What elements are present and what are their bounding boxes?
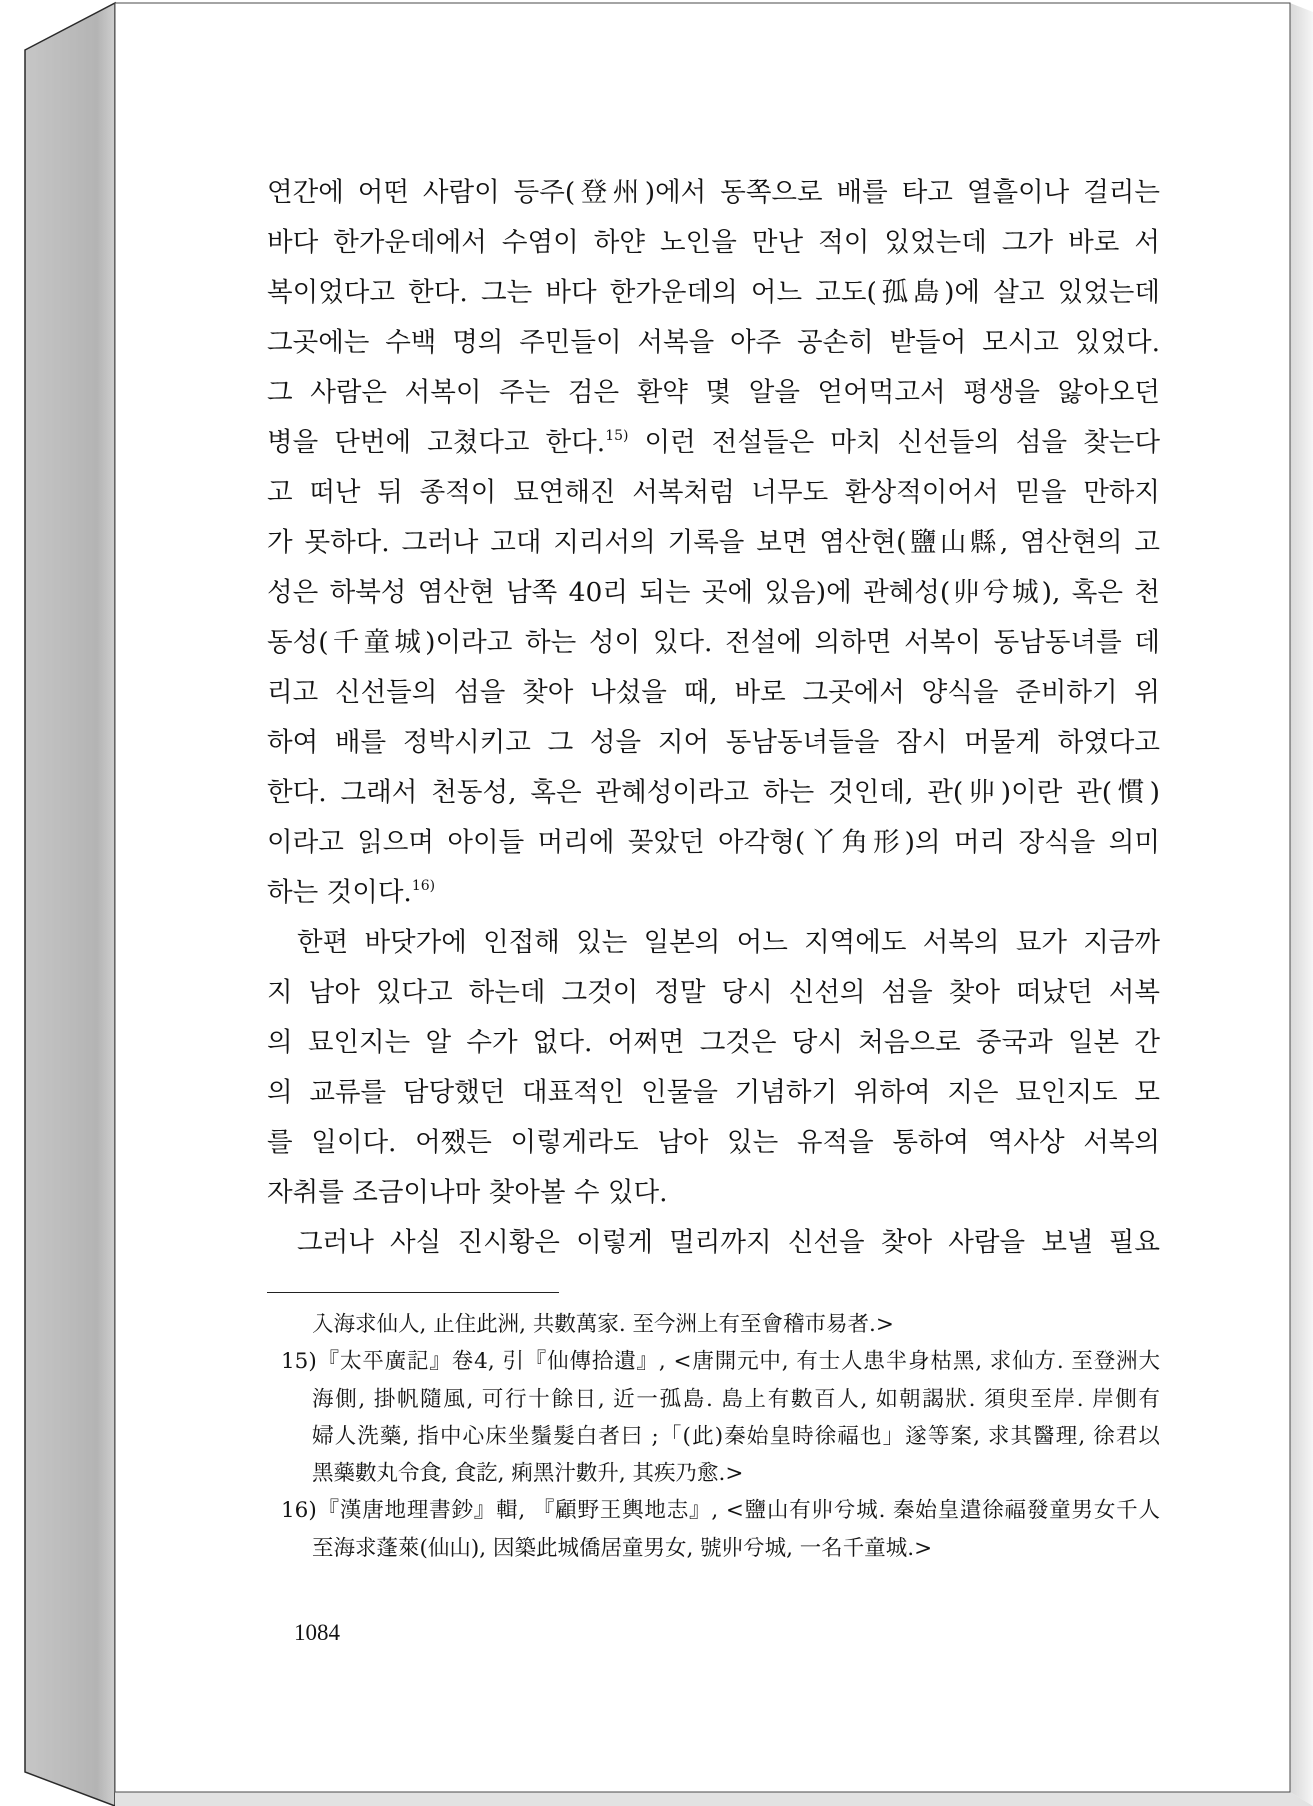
footnote-line: 海側, 掛帆隨風, 可行十餘日, 近一孤島. 島上有數百人, 如朝謁狀. 須臾至岸. 岸側有 xyxy=(312,1386,1160,1412)
footnote-continued xyxy=(281,1306,1160,1343)
footnote-line xyxy=(281,1343,1160,1380)
page-bottom-edge xyxy=(115,1792,1313,1806)
body-line: 자취를 조금이나마 찾아볼 수 있다. xyxy=(267,1177,668,1208)
body-line: 가 못하다. 그러나 고대 지리서의 기록을 보면 염산현(鹽山縣, 염산현의 고 xyxy=(267,527,1160,558)
body-text xyxy=(267,168,1160,1268)
body-line: 고 떠난 뒤 종적이 묘연해진 서복처럼 너무도 환상적이어서 믿을 만하지 xyxy=(267,477,1160,508)
footnote-marker: 15) xyxy=(281,1349,317,1375)
footnote-separator xyxy=(267,1292,559,1293)
page-number: 1084 xyxy=(294,1620,340,1645)
footnote-15 xyxy=(281,1343,1160,1492)
footnote-ref-16: 16) xyxy=(411,878,436,894)
book-spine xyxy=(25,3,115,1806)
footnote-line xyxy=(281,1492,1160,1529)
line-text: 병을 단번에 고쳤다고 한다. xyxy=(267,427,606,458)
line-text: 이런 전설들은 마치 신선들의 섬을 찾는다 xyxy=(628,427,1160,458)
paragraph xyxy=(267,168,1160,918)
footnote-line: 入海求仙人, 止住此洲, 共數萬家. 至今洲上有至會稽市易者.> xyxy=(312,1312,894,1337)
line-text: 하는 것이다. xyxy=(267,877,412,908)
body-line: 하여 배를 정박시키고 그 성을 지어 동남동녀들을 잠시 머물게 하였다고 xyxy=(267,727,1160,758)
body-line: 이라고 읽으며 아이들 머리에 꽂았던 아각형(丫角形)의 머리 장식을 의미 xyxy=(267,827,1160,858)
body-line: 그 사람은 서복이 주는 검은 환약 몇 알을 얻어먹고서 평생을 앓아오던 xyxy=(267,377,1160,408)
footnote-line: 至海求蓬萊(仙山), 因築此城僑居童男女, 號丱兮城, 一名千童城.> xyxy=(312,1535,933,1561)
body-line: 복이었다고 한다. 그는 바다 한가운데의 어느 고도(孤島)에 살고 있었는데 xyxy=(267,277,1160,308)
body-line: 성은 하북성 염산현 남쪽 40리 되는 곳에 있음)에 관혜성(丱兮城), 혹은 천 xyxy=(267,577,1160,608)
footnote-text: 『太平廣記』卷4, 引『仙傳拾遺』, <唐開元中, 有士人患半身枯黑, 求仙方. 至登洲大 xyxy=(316,1349,1160,1375)
body-line: 의 교류를 담당했던 대표적인 인물을 기념하기 위하여 지은 묘인지도 모 xyxy=(267,1077,1160,1108)
body-line: 지 남아 있다고 하는데 그것이 정말 당시 신선의 섬을 찾아 떠났던 서복 xyxy=(267,977,1160,1008)
footnote-text: 『漢唐地理書鈔』輯, 『顧野王輿地志』, <鹽山有丱兮城. 秦始皇遣徐福發童男女千人 xyxy=(316,1498,1160,1524)
footnote-marker: 16) xyxy=(281,1498,317,1524)
body-line: 리고 신선들의 섬을 찾아 나섰을 때, 바로 그곳에서 양식을 준비하기 위 xyxy=(267,677,1160,708)
footnote-line: 婦人洗藥, 指中心床坐鬚髮白者曰 ;「(此)秦始皇時徐福也」遂等案, 求其醫理, 徐君以 xyxy=(312,1423,1160,1449)
body-line: 한편 바닷가에 인접해 있는 일본의 어느 지역에도 서복의 묘가 지금까 xyxy=(297,927,1160,958)
footnotes xyxy=(281,1306,1160,1567)
body-line: 동성(千童城)이라고 하는 성이 있다. 전설에 의하면 서복이 동남동녀를 데 xyxy=(267,627,1160,658)
footnote-line: 黑藥數丸令食, 食訖, 痢黑汁數升, 其疾乃愈.> xyxy=(312,1461,744,1487)
body-line: 바다 한가운데에서 수염이 하얀 노인을 만난 적이 있었는데 그가 바로 서 xyxy=(267,227,1160,258)
body-line: 그러나 사실 진시황은 이렇게 멀리까지 신선을 찾아 사람을 보낼 필요 xyxy=(297,1227,1160,1258)
body-line: 의 묘인지는 알 수가 없다. 어쩌면 그것은 당시 처음으로 중국과 일본 간 xyxy=(267,1027,1160,1058)
paragraph xyxy=(267,918,1160,1218)
footnote-16 xyxy=(281,1492,1160,1567)
page-right-edge xyxy=(1290,3,1313,1806)
footnote-ref-15: 15) xyxy=(605,428,629,444)
body-line: 한다. 그래서 천동성, 혹은 관혜성이라고 하는 것인데, 관(丱)이란 관(慣) xyxy=(267,777,1160,808)
paragraph xyxy=(267,1218,1160,1268)
body-line: 그곳에는 수백 명의 주민들이 서복을 아주 공손히 받들어 모시고 있었다. xyxy=(267,327,1160,358)
body-line xyxy=(267,868,1160,918)
body-line: 를 일이다. 어쨌든 이렇게라도 남아 있는 유적을 통하여 역사상 서복의 xyxy=(267,1127,1160,1158)
body-line xyxy=(267,418,1160,468)
body-line: 연간에 어떤 사람이 등주(登州)에서 동쪽으로 배를 타고 열흘이나 걸리는 xyxy=(267,177,1160,208)
